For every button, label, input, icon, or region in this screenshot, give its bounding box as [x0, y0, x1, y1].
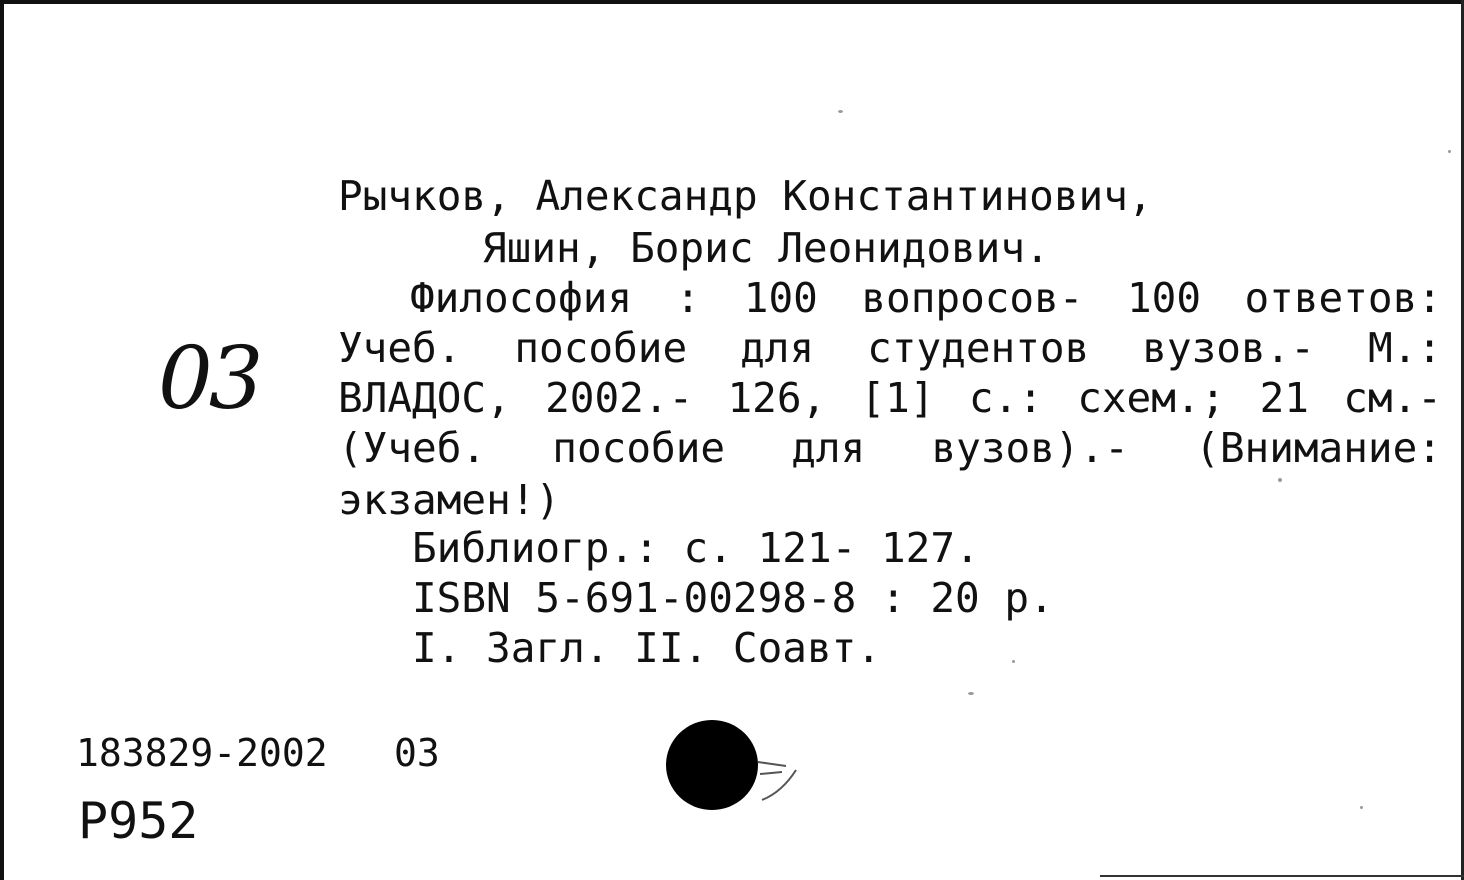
word: для [791, 424, 866, 472]
word: [1] [860, 374, 935, 422]
word: вузов).- [931, 424, 1129, 472]
word: 100 [743, 274, 818, 322]
word: пособие [552, 424, 726, 472]
title-line-4 [338, 424, 1442, 474]
word: Философия [410, 274, 633, 322]
paper-speck [968, 692, 974, 695]
handwritten-number: Р952 [78, 792, 199, 850]
card-bottom-edge [1100, 875, 1464, 877]
coauthor-line: Яшин, Борис Леонидович. [482, 224, 1050, 272]
word: Учеб. [338, 324, 462, 372]
title-line-3 [338, 374, 1442, 424]
title-last-line: экзамен!) [338, 476, 561, 524]
isbn-line: ISBN 5-691-00298-8 : 20 р. [412, 574, 1054, 622]
author-line: Рычков, Александр Константинович, [338, 172, 1153, 220]
word: см.- [1343, 374, 1442, 422]
word: 100 [1126, 274, 1202, 322]
paper-speck [1448, 150, 1451, 153]
paper-speck [838, 110, 843, 113]
pencil-mark [752, 748, 812, 804]
word: с.: [968, 374, 1043, 422]
word: : [675, 274, 701, 322]
word: для [740, 324, 815, 372]
paper-speck [1360, 806, 1363, 809]
word: пособие [514, 324, 688, 372]
paper-speck [1278, 478, 1282, 482]
word: ответов: [1244, 274, 1442, 322]
shelf-mark: 03 [158, 329, 260, 429]
title-line-2 [338, 324, 1442, 374]
bibliography-note: Библиогр.: с. 121- 127. [412, 524, 980, 572]
word: 126, [727, 374, 827, 422]
word: (Учеб. [338, 424, 487, 472]
punch-hole [666, 720, 758, 810]
inventory-number: 183829-2002 [76, 731, 328, 775]
word: (Внимание: [1195, 424, 1442, 472]
word: М.: [1367, 324, 1442, 372]
card-top-edge [0, 0, 1464, 4]
title-line-1 [410, 274, 1442, 324]
tracings-line: I. Загл. II. Соавт. [412, 624, 881, 672]
word: ВЛАДОС, [338, 374, 511, 422]
word: 21 [1259, 374, 1309, 422]
inventory-code: 03 [394, 731, 440, 775]
card-left-edge [0, 0, 4, 880]
word: схем.; [1077, 374, 1226, 422]
word: вузов.- [1142, 324, 1315, 372]
word: вопросов- [861, 274, 1084, 322]
paper-speck [1012, 660, 1015, 663]
word: 2002.- [545, 374, 694, 422]
word: студентов [867, 324, 1090, 372]
